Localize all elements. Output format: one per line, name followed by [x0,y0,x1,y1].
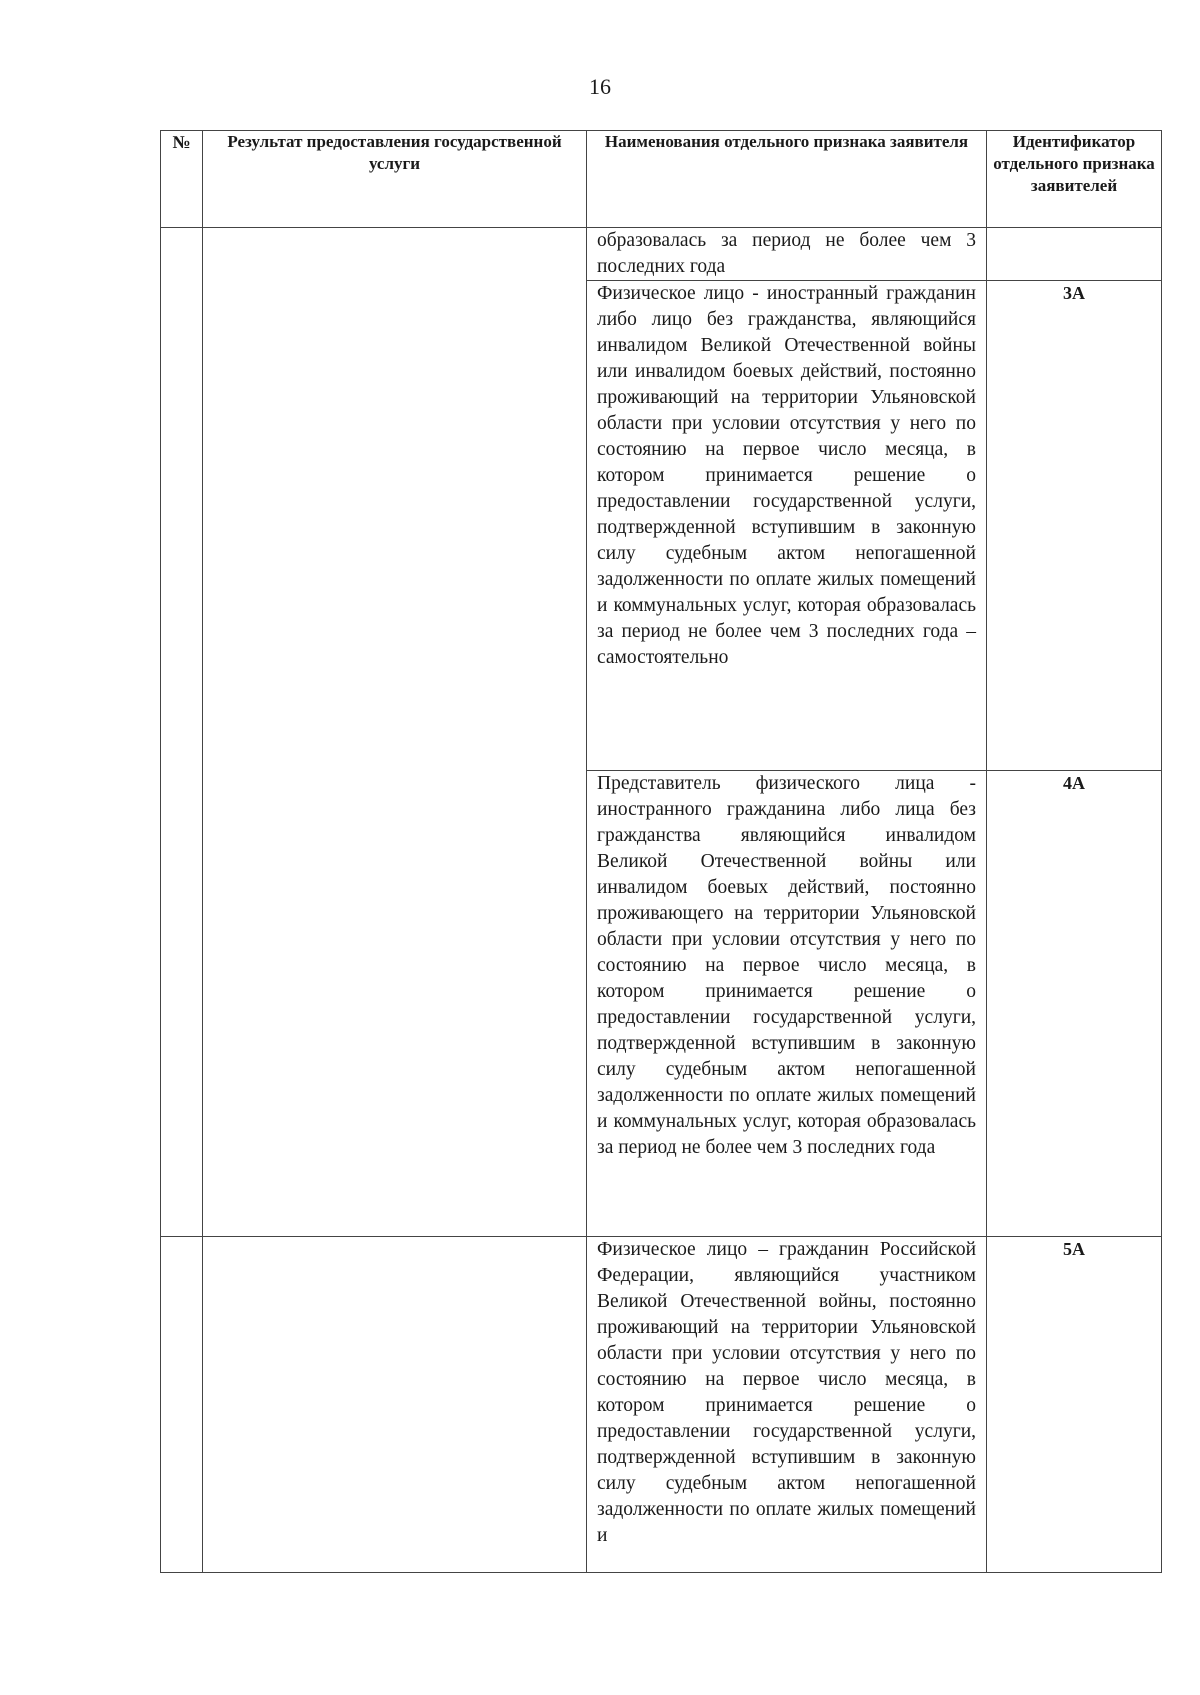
row-name-cell [587,1237,987,1573]
row-identifier-cell [987,281,1162,771]
row-name-text: Физическое лицо - иностранный гражданин либо лицо без гражданства, являющийся инвалидом Великой Отечественной войны или инвалидом боевых действий, постоянно проживающий на территории Ульяновской области при условии отсутствия у него по состоянию на первое число месяца, в котором принимается решение о предоставлении государственной услуги, подтвержденной вступившим в законную силу судебным актом непогашенной задолженности по оплате жилых помещений и коммунальных услуг, которая образовалась за период не более чем 3 последних года – самостоятельно [597,283,976,668]
row-num-cell [161,1237,203,1573]
row-result-cell [203,1237,587,1573]
applicant-attributes-table [160,130,1162,1573]
row-identifier-cell [987,228,1162,281]
row-name-text: образовалась за период не более чем 3 последних года [597,230,976,277]
header-identifier: Идентификатор отдельного признака заявителей [987,131,1162,228]
row-identifier-cell [987,771,1162,1237]
row-identifier: 3А [1063,283,1085,303]
table-row [161,228,1162,281]
row-name-cell [587,228,987,281]
row-result-cell [203,228,587,1237]
table-header-row [161,131,1162,228]
row-name-cell [587,771,987,1237]
header-result: Результат предоставления государственной услуги [203,131,587,228]
header-name: Наименования отдельного признака заявителя [587,131,987,228]
row-identifier: 4А [1063,773,1085,793]
row-num-cell [161,228,203,1237]
header-num: № [161,131,203,228]
row-identifier: 5А [1063,1239,1085,1259]
row-name-text: Физическое лицо – гражданин Российской Федерации, являющийся участником Великой Отечественной войны, постоянно проживающий на территории Ульяновской области при условии отсутствия у него по состоянию на первое число месяца, в котором принимается решение о предоставлении государственной услуги, подтвержденной вступившим в законную силу судебным актом непогашенной задолженности по оплате жилых помещений и [597,1239,976,1546]
row-name-cell [587,281,987,771]
row-name-text: Представитель физического лица - иностранного гражданина либо лица без гражданства являющийся инвалидом Великой Отечественной войны или инвалидом боевых действий, постоянно проживающего на территории Ульяновской области при условии отсутствия у него по состоянию на первое число месяца, в котором принимается решение о предоставлении государственной услуги, подтвержденной вступившим в законную силу судебным актом непогашенной задолженности по оплате жилых помещений и коммунальных услуг, которая образовалась за период не более чем 3 последних года [597,773,976,1158]
table-row [161,1237,1162,1573]
page-number: 16 [589,74,611,99]
row-identifier-cell [987,1237,1162,1573]
row-identifier [987,228,1161,230]
